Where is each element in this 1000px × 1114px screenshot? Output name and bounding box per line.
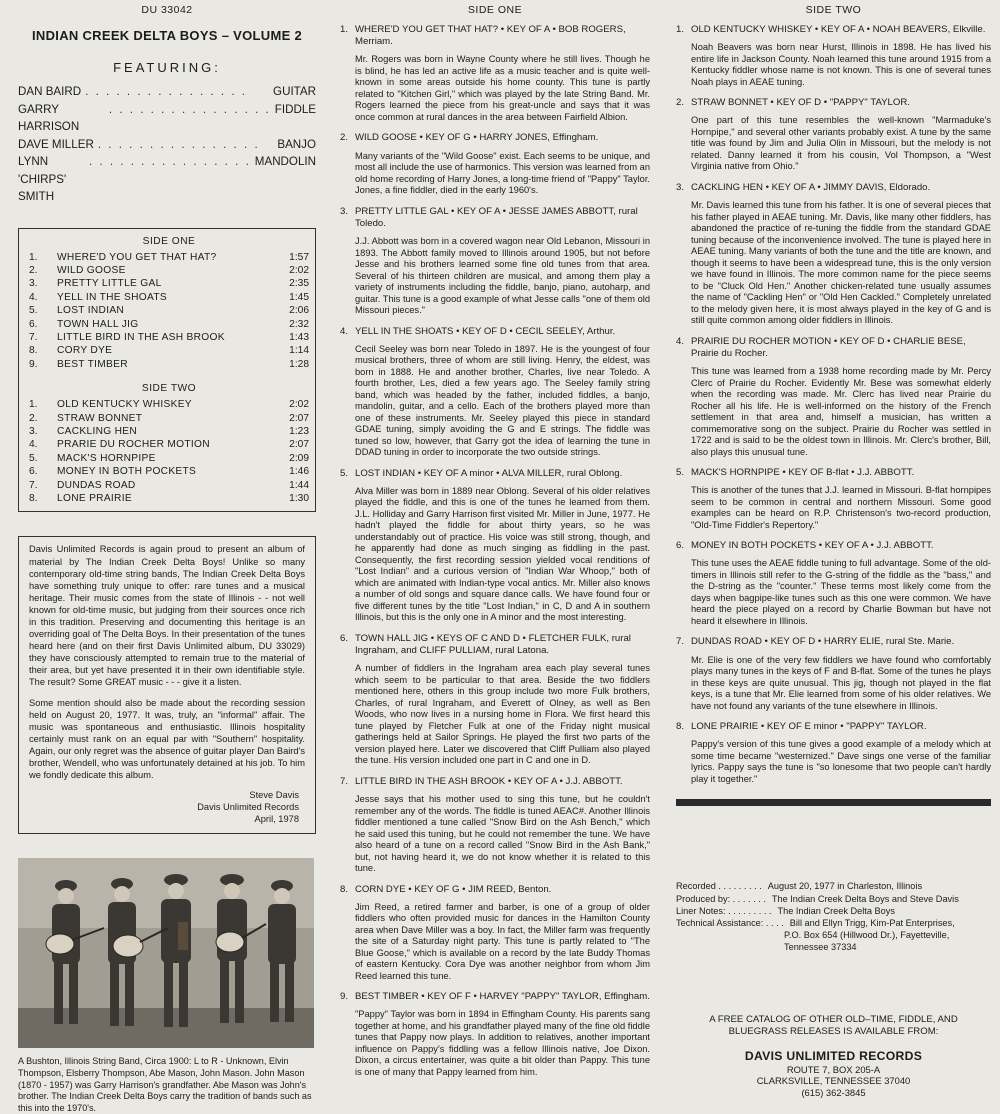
note-heading: WILD GOOSE • KEY OF G • HARRY JONES, Effingham. [355, 132, 599, 144]
note-number: 9. [340, 991, 349, 1003]
note-number: 1. [340, 24, 349, 35]
track-row [29, 492, 309, 505]
tracklist-side-two-label: SIDE TWO [141, 383, 197, 395]
track-time: 2:09 [289, 452, 309, 464]
track-number: 4. [29, 291, 38, 303]
member-name: DAVE MILLER [18, 137, 94, 151]
intro-paragraph: Davis Unlimited Records is again proud to present an album of material by The Indian Creek Delta Boys! Unlike so many contemporary old-time string bands, The Indian Creek Delta Boys have something truly unique to offer: rare tunes and a musical heritage. Their music comes from the state of Illinois - - not well known for old-time music, but judging from their sources once rich in this tradition. Preserving and documenting this heritage is an overriding goal of The Delta Boys. In their presentation of the tunes heard here (and on their first Davis Unlimited album, DU 33029) they have consciously attempted to remain true to the material of their area, but yet have presented it in their own identifiable style. The result? Some GREAT music - - - give it a listen. [29, 544, 305, 688]
track-row [29, 412, 309, 425]
track-row [29, 465, 309, 478]
catalog-number: DU 33042 [141, 4, 193, 16]
track-number: 4. [29, 439, 38, 451]
note-number: 8. [676, 721, 685, 733]
album-title: INDIAN CREEK DELTA BOYS – VOLUME 2 [32, 28, 302, 43]
note-number: 4. [340, 325, 349, 337]
track-note [676, 97, 991, 173]
side-two-heading: SIDE TWO [805, 4, 862, 16]
note-body: One part of this tune resembles the well-known "Marmaduke's Hornpipe," and several other variants probably exist. A tune by the same title was found by Jim and Julia Olin in Missouri, but the melody is not related. Danny learned it from his cousin, Vol Thompson, a "West Virginia native from Ohio." [691, 115, 991, 172]
note-heading: YELL IN THE SHOATS • KEY OF D • CECIL SEELEY, Arthur. [355, 325, 616, 337]
track-number: 2. [29, 412, 38, 424]
track-number: 6. [29, 466, 38, 478]
credit-value: August 20, 1977 in Charleston, Illinois [767, 881, 923, 892]
track-time: 1:28 [289, 358, 309, 370]
track-row [29, 304, 309, 317]
track-note [340, 326, 650, 459]
signature-name: Steve Davis [249, 790, 299, 801]
credit-value-continued: P.O. Box 654 (Hillwood Dr.), Fayetteville, Tennessee 37334 [784, 930, 950, 953]
track-row [29, 251, 309, 264]
tracklist-box [18, 228, 316, 513]
track-time: 2:35 [289, 278, 309, 290]
note-body: J.J. Abbott was born in a covered wagon near Old Lebanon, Missouri in 1893. The Abbott family moved to Illinois around 1905, but not before Jesse and his brothers learned some fine old tunes from that area. Several of his thirteen children are musical, and among them play a variety of instruments including the fiddle, banjo, piano, autoharp, and guitar. This tune is a good example of what Jesse calls "one of them old Missouri pieces." [355, 236, 650, 316]
track-row [29, 277, 309, 290]
track-note [676, 336, 991, 458]
track-note [676, 636, 991, 712]
track-row [29, 438, 309, 451]
intro-notes-box [18, 536, 316, 834]
member-dots: . . . . . . . . . . . . . . . . [88, 155, 251, 168]
track-title: PRARIE DU ROCHER MOTION [57, 439, 210, 451]
member-instrument: GUITAR [273, 85, 316, 98]
track-title: LITTLE BIRD IN THE ASH BROOK [57, 331, 225, 343]
track-time: 1:43 [289, 331, 309, 343]
track-note [340, 132, 650, 196]
member-name: DAN BAIRD [18, 85, 82, 98]
note-body: Mr. Davis learned this tune from his father. It is one of several pieces that his father played in AEAE tuning. Mr. Davis, like many other fiddlers, has abandoned the practice of re-tuning the fiddle from the standard GDAE tuning because of the inconvenience involved. The tune is played here in AEAE tuning. Many variants of both the tune and the title are known, and though it seems to have been a widespread tune, this is the only version we have found in Illinois. The more common name for the piece seems to be "Cluck Old Hen." Another chicken-related tune usually assumes the name of "Cackling Hen" or "Old Hen Cackled." Completely unrelated to the melody given here, it is most always played in the key of G and is still quite common among older fiddlers in Illinois. [691, 200, 991, 326]
note-body: This tune uses the AEAE fiddle tuning to full advantage. Some of the old-timers in Illinois still refer to the G-string of the fiddle as the "bass," and the D-string as the "counter." These terms most likely come from the days when bagpipe-like tunes such as this one were common. We have heard the piece played on a record by Charlie Bowman but have not heard it elsewhere in Illinois. [691, 558, 991, 626]
track-time: 1:14 [289, 345, 309, 357]
track-title: TOWN HALL JIG [57, 318, 139, 330]
track-note [340, 633, 650, 767]
track-row [29, 398, 309, 411]
catalog-line: A FREE CATALOG OF OTHER OLD–TIME, FIDDLE, AND [709, 1013, 958, 1025]
credit-label: Produced by: . . . . . . . [676, 893, 766, 904]
note-body: Mr. Rogers was born in Wayne County where he still lives. Though he is blind, he has led an active life as a music teacher and is quite well-known in some areas outside his home county. This tune is partly related to "Kitchen Girl," which was played by the late String Band. Mr. Rogers learned the piece from his great-uncle and says that it was once common at rural dances in the area between Fairfield Albion. [355, 54, 650, 122]
note-heading: LONE PRAIRIE • KEY OF E minor • "PAPPY" TAYLOR. [691, 721, 927, 733]
note-heading: CORN DYE • KEY OF G • JIM REED, Benton. [355, 883, 552, 895]
track-row [29, 331, 309, 344]
track-note [676, 182, 991, 327]
company-phone: (615) 362-3845 [801, 1086, 866, 1098]
note-heading: CACKLING HEN • KEY OF A • JIMMY DAVIS, Eldorado. [691, 181, 931, 193]
track-title: CACKLING HEN [57, 425, 138, 437]
track-number: 7. [29, 331, 38, 343]
track-time: 1:46 [289, 466, 309, 478]
note-body: Noah Beavers was born near Hurst, Illinois in 1898. He has lived his entire life in Jackson County. Noah learned this tune around 1915 from a Kentucky fiddler whose name is not known. This is one of several tunes Noah plays in AEAE tuning. [691, 42, 991, 87]
note-body: Jesse says that his mother used to sing this tune, but he couldn't remember any of the words. The fiddle is tuned AEAC#. Another Illinois fiddler mentioned a tune called "Snow Bird on the Ash Bench," which he said used this tuning, but he could not remember the tune. We have also heard of a tune on a record called "Snow Bird in the Ash Bank," but, not having heard it, we do not know whether it is related to this tune. [355, 794, 650, 874]
track-row [29, 291, 309, 304]
note-number: 4. [676, 335, 685, 347]
credit-value: Bill and Ellyn Trigg, Kim-Pat Enterprises, [789, 917, 955, 928]
track-title: YELL IN THE SHOATS [57, 291, 167, 303]
signature-company: Davis Unlimited Records [197, 802, 299, 813]
track-row [29, 264, 309, 277]
track-title: LONE PRAIRIE [57, 493, 132, 504]
note-heading: LOST INDIAN • KEY OF A minor • ALVA MILLER, rural Oblong. [355, 467, 623, 479]
member-row [18, 153, 316, 206]
side-two-notes-column [676, 0, 991, 1098]
left-column [18, 0, 316, 1114]
note-body: Alva Miller was born in 1889 near Oblong. Several of his older relatives played the fiddle, and this is one of the tunes he learned from them. J.L. Holliday and Garry Harrison first visited Mr. Miller in June, 1977. He hadn't played the fiddle for about thirty years, so he was understandably out of practice. His voice was still strong, though, and he apparently had done as much singing as fiddling in the past. Consequently, the first recording session yielded vocal renditions of "Lost Indian" and a curious version of "Indian War Whoop," both of which are animated with Indian-type vocal antics. Mr. Miller also knows a number of old songs and square dance calls. We have found four or five different tunes by the title "Lost Indian," in C, D and A in southern Illinois, but this is the only one in A minor and the most interesting. [355, 485, 650, 623]
note-body: Pappy's version of this tune gives a good example of a melody which at some time became "westernized." Dave sings one verse of the familiar lyrics. Pappy says the tune is "so lonesome that two people can't hardly play it together." [691, 739, 991, 784]
track-title: WHERE'D YOU GET THAT HAT? [57, 251, 217, 263]
track-note [340, 468, 650, 624]
track-number: 1. [29, 399, 38, 411]
intro-paragraph: Some mention should also be made about the recording session held on August 20, 1977. It was, truly, an "informal" affair. The music was spontaneous and enthusiastic. Illinois hospitality certainly must rank on an equal par with "Southern" hospitality. Again, our only regret was the absence of guitar player Dan Baird's brother, Wendell, who was unfortunately detained at his job. To him we fondly dedicate this album. [29, 697, 305, 781]
credit-value: The Indian Creek Delta Boys [777, 905, 895, 916]
track-number: 5. [29, 305, 38, 317]
track-number: 2. [29, 264, 38, 276]
track-time: 2:02 [289, 264, 309, 276]
note-body: This is another of the tunes that J.J. learned in Missouri. B-flat hornpipes seem to be common in central and northern Missouri. Some good examples can be heard on R.P. Christenson's two-record production, "Old-Time Fiddler's Repertory." [691, 485, 991, 530]
track-note [676, 467, 991, 531]
note-number: 3. [340, 205, 349, 217]
track-time: 1:44 [289, 479, 309, 491]
note-heading: STRAW BONNET • KEY OF D • "PAPPY" TAYLOR. [691, 97, 910, 109]
track-time: 1:30 [289, 493, 309, 504]
note-number: 8. [340, 883, 349, 895]
company-name: DAVIS UNLIMITED RECORDS [744, 1048, 923, 1063]
photo-caption: A Bushton, Illinois String Band, Circa 1900: L to R - Unknown, Elvin Thompson, Elsberry Thompson, Abe Mason, John Mason. John Mason (1870 - 1957) was Garry Harrison's grandfather. Abe Mason was John's brother. The Indian Creek Delta Boys carry the tradition of bands such as this into the 1970's. [18, 1056, 312, 1113]
catalog-line: BLUEGRASS RELEASES IS AVAILABLE FROM: [728, 1025, 939, 1037]
section-divider [676, 799, 991, 806]
tracklist-side-one-label: SIDE ONE [142, 235, 196, 247]
member-instrument: MANDOLIN [254, 155, 316, 168]
note-heading: PRAIRIE DU ROCHER MOTION • KEY OF D • CHARLIE BESE, Prairie du Rocher. [691, 335, 966, 359]
track-number: 3. [29, 425, 38, 437]
track-note [676, 24, 991, 88]
track-time: 2:07 [289, 412, 309, 424]
track-time: 2:02 [289, 399, 309, 411]
track-note [340, 206, 650, 317]
member-list [18, 83, 316, 206]
company-address: ROUTE 7, BOX 205-A [786, 1063, 881, 1075]
track-time: 1:23 [289, 425, 309, 437]
band-photo [18, 858, 314, 1048]
note-heading: MACK'S HORNPIPE • KEY OF B-flat • J.J. ABBOTT. [691, 467, 915, 479]
note-body: Many variants of the "Wild Goose" exist. Each seems to be unique, and most all include the use of harmonics. This version was learned from an old home recording of Harry Jones, a long-time friend of "Pappy" Taylor. Jones, a fine fiddler, died in the early 1960's. [355, 150, 650, 196]
member-instrument: BANJO [277, 137, 316, 151]
member-row [18, 83, 316, 101]
track-title: MACK'S HORNPIPE [57, 452, 156, 464]
side-one-notes-column [340, 0, 650, 1087]
member-name: LYNN 'CHIRPS' SMITH [18, 155, 67, 203]
track-number: 7. [29, 479, 38, 491]
note-number: 2. [676, 97, 685, 109]
featuring-label: FEATURING: [113, 60, 221, 75]
track-note [676, 721, 991, 785]
track-number: 8. [29, 493, 38, 504]
track-title: PRETTY LITTLE GAL [57, 278, 162, 290]
track-row [29, 358, 309, 371]
credit-value: The Indian Creek Delta Boys and Steve Davis [771, 893, 959, 904]
track-row [29, 425, 309, 438]
note-number: 7. [340, 775, 349, 787]
track-number: 1. [29, 251, 38, 263]
track-time: 1:45 [289, 291, 309, 303]
note-heading: LITTLE BIRD IN THE ASH BROOK • KEY OF A • J.J. ABBOTT. [355, 775, 623, 787]
company-address: CLARKSVILLE, TENNESSEE 37040 [756, 1075, 911, 1087]
track-number: 6. [29, 318, 38, 330]
credit-label: Liner Notes: . . . . . . . . . [676, 905, 772, 916]
catalog-offer [676, 1014, 991, 1099]
track-note [676, 540, 991, 627]
credits-block [676, 880, 991, 953]
track-row [29, 479, 309, 492]
track-title: DUNDAS ROAD [57, 479, 136, 491]
note-heading: TOWN HALL JIG • KEYS OF C AND D • FLETCHER FULK, rural Ingraham, and CLIFF PULLIAM, rural Latona. [355, 632, 631, 657]
note-body: This tune was learned from a 1938 home recording made by Mr. Percy Clerc of Prairie du Rocher. Evidently Mr. Bese was somewhat elderly when the recording was made. Mr. Clerc has lived near Prairie du Rocher all his life. He is well-informed on the history of the French settlement in that area and, himself a musician, has written a commemorative song on the subject. Prairie du Rocher was settled in 1722 and is said to be the oldest town in Illinois. Mr. Clerc's brother, Bill, also plays this unusual tune. [691, 366, 991, 457]
note-body: Cecil Seeley was born near Toledo in 1897. He is the youngest of four musical brothers, three of whom are still living. Henry, the eldest, was born in 1888. He and another brother, Charles, live near Toledo. A fourth brother, Les, died a few years ago. The Seeley family string band, which was headed by the father, included fiddles, a banjo, mandolin, guitar, and a cello. Each of the brothers played more than one of these instruments. Mr. Seeley played this piece in standard GDAE tuning, simply avoiding the G and E strings. The fiddle was tuned so low, however, that Garry got the idea of learning the tune in DDAD tuning in order to incorporate the two outside strings. [355, 343, 650, 458]
track-title: LOST INDIAN [57, 305, 125, 317]
track-title: MONEY IN BOTH POCKETS [57, 466, 197, 478]
note-number: 2. [340, 132, 349, 144]
track-note [340, 776, 650, 875]
note-number: 6. [340, 632, 349, 644]
note-heading: DUNDAS ROAD • KEY OF D • HARRY ELIE, rural Ste. Marie. [691, 636, 955, 648]
track-note [340, 884, 650, 983]
note-heading: BEST TIMBER • KEY OF F • HARVEY "PAPPY" TAYLOR, Effingham. [355, 991, 650, 1003]
note-number: 3. [676, 181, 685, 193]
track-title: STRAW BONNET [57, 412, 143, 424]
note-number: 5. [340, 467, 349, 479]
side-one-heading: SIDE ONE [467, 4, 523, 16]
band-photo-illustration [18, 858, 314, 1048]
member-dots: . . . . . . . . . . . . . . . . [85, 85, 247, 98]
track-title: WILD GOOSE [57, 264, 126, 276]
member-dots: . . . . . . . . . . . . . . . . [108, 102, 271, 116]
note-body: Jim Reed, a retired farmer and barber, is one of a group of older fiddlers who often provided music for dances in the Hamilton County area when Dave Miller was a boy. In fact, the Miller farm was frequently the site of a Saturday night party. This tune is partly related to "The Blue Goose," which is available on a record by the late Buddy Thomas of eastern Kentucky. Cora Dye was another neighbor from whom Jim Reed learned this tune. [355, 901, 650, 981]
signature-date: April, 1978 [254, 814, 299, 825]
track-time: 2:07 [289, 439, 309, 451]
track-title: OLD KENTUCKY WHISKEY [57, 399, 192, 411]
member-dots: . . . . . . . . . . . . . . . . [97, 137, 260, 151]
note-body: Mr. Elie is one of the very few fiddlers we have found who comfortably plays many tunes in the keys of F and B-flat. Some of the tunes he plays in these keys are quite unusual. This jig, though not played in the flat keys, is a tune that Mr. Elie learned from some of his older relatives. We have not found any variants of the tune elsewhere in Illinois. [691, 654, 991, 711]
track-note [340, 991, 650, 1078]
member-instrument: FIDDLE [274, 102, 316, 116]
track-number: 3. [29, 278, 38, 290]
member-row [18, 101, 316, 136]
track-row [29, 318, 309, 331]
credit-label: Technical Assistance: . . . . [676, 917, 784, 928]
note-heading: OLD KENTUCKY WHISKEY • KEY OF A • NOAH BEAVERS, Elkville. [691, 24, 986, 35]
track-time: 2:32 [289, 318, 309, 330]
member-row [18, 136, 316, 154]
track-title: BEST TIMBER [57, 358, 128, 370]
track-row [29, 344, 309, 357]
track-row [29, 452, 309, 465]
note-number: 5. [676, 467, 685, 479]
note-number: 6. [676, 540, 685, 552]
track-time: 1:57 [289, 251, 309, 263]
track-note [340, 24, 650, 123]
credit-label: Recorded . . . . . . . . . [676, 881, 762, 892]
track-number: 8. [29, 345, 38, 357]
note-heading: MONEY IN BOTH POCKETS • KEY OF A • J.J. ABBOTT. [691, 540, 934, 552]
track-title: CORY DYE [57, 345, 113, 357]
note-heading: WHERE'D YOU GET THAT HAT? • KEY OF A • BOB ROGERS, Merriam. [355, 24, 626, 48]
member-name: GARRY HARRISON [18, 102, 80, 133]
note-body: A number of fiddlers in the Ingraham area each play several tunes which seem to be particular to that area. Beside the two fiddlers mentioned here, others in this group include two more Fulk brothers, Charles, of rural Ingraham, and Everett of Olney, as well as Ben Woods, who now lives in a nursing home in Flora. We first heard this tune played by Fletcher Fulk at one of the Friday night musical gatherings held at Sailor Springs. He played the first two parts of the version played here. Later we discovered that Cliff Pulliam also played the tune. His version included one part in C and one in D. [355, 663, 650, 766]
note-heading: PRETTY LITTLE GAL • KEY OF A • JESSE JAMES ABBOTT, rural Toledo. [355, 205, 638, 229]
track-number: 9. [29, 358, 38, 370]
track-time: 2:06 [289, 305, 309, 317]
note-number: 1. [676, 24, 685, 35]
note-number: 7. [676, 636, 685, 648]
note-body: "Pappy" Taylor was born in 1894 in Effingham County. His parents sang together at home, and his grandfather played many of the fine old fiddle tunes that Pappy now plays. In addition to relatives, another important influence on Pappy's fiddling was a fellow Illinois native, Joe Dixon. Dixon, a circus entertainer, was quite a bit older than Pappy. This tune is one of many that Pappy learned from him. [355, 1009, 650, 1077]
track-number: 5. [29, 452, 38, 464]
